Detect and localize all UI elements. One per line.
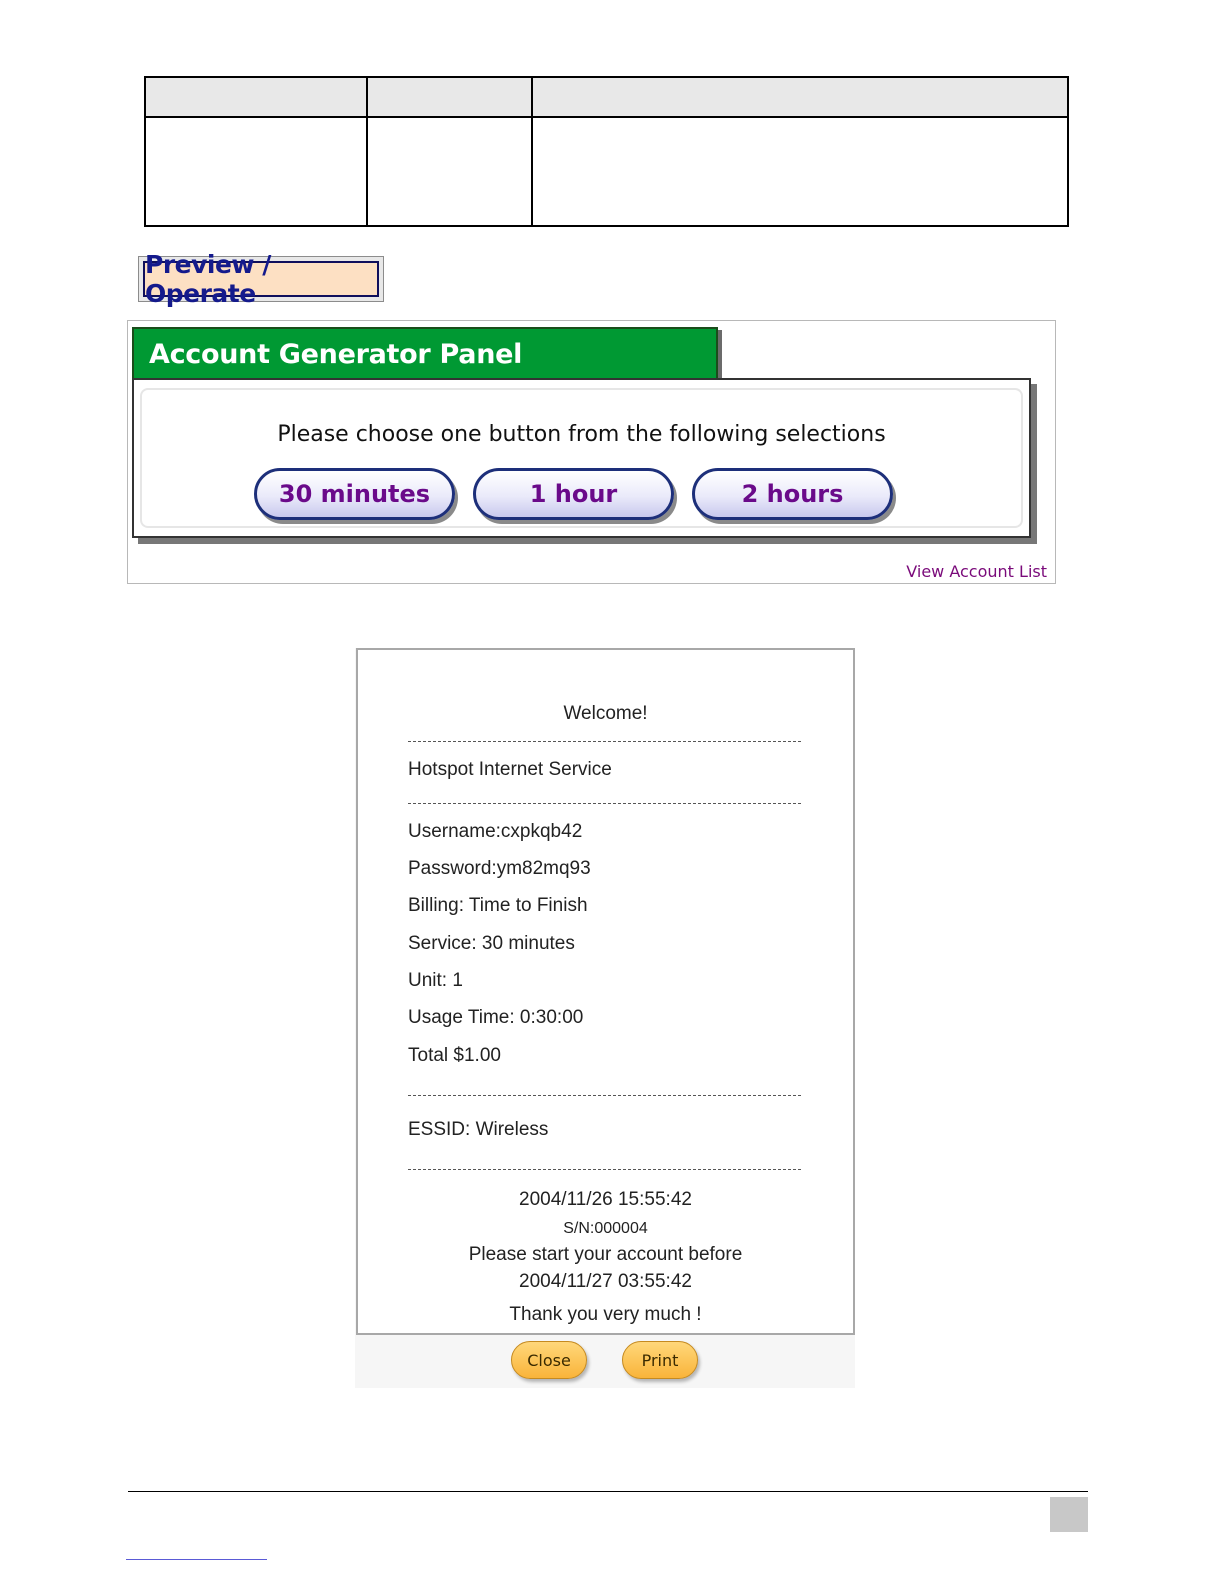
account-generator-panel [127, 320, 1056, 584]
2-hours-button[interactable]: 2 hours [692, 468, 893, 520]
close-button[interactable]: Close [511, 1341, 587, 1379]
receipt-password: Password:ym82mq93 [408, 858, 591, 879]
preview-operate-frame [138, 250, 384, 308]
receipt-datetime: 2004/11/26 15:55:42 [519, 1189, 692, 1210]
print-button[interactable]: Print [622, 1341, 698, 1379]
1-hour-button[interactable]: 1 hour [473, 468, 674, 520]
panel-title-tab [132, 327, 718, 379]
footer-rule [128, 1491, 1088, 1492]
receipt-separator [408, 803, 801, 804]
receipt-billing: Billing: Time to Finish [408, 895, 588, 916]
receipt-serial: S/N:000004 [563, 1220, 648, 1237]
30-minutes-button[interactable]: 30 minutes [254, 468, 455, 520]
receipt-welcome: Welcome! [563, 703, 648, 724]
receipt-separator [408, 1169, 801, 1170]
receipt-service-name: Hotspot Internet Service [408, 759, 612, 780]
receipt-unit: Unit: 1 [408, 970, 463, 991]
preview-operate-button[interactable]: Preview / Operate [143, 261, 379, 297]
view-account-list-link[interactable]: View Account List [906, 562, 1047, 581]
table-column-divider [531, 78, 533, 225]
receipt-deadline: 2004/11/27 03:55:42 [519, 1271, 692, 1292]
receipt-separator [408, 741, 801, 742]
empty-table [144, 76, 1069, 227]
receipt-separator [408, 1095, 801, 1096]
receipt-usage-time: Usage Time: 0:30:00 [408, 1007, 584, 1028]
footer-link-underline [126, 1559, 267, 1560]
receipt-start-notice: Please start your account before [468, 1244, 743, 1265]
receipt-card [356, 648, 855, 1335]
receipt-total: Total $1.00 [408, 1045, 501, 1066]
receipt-essid: ESSID: Wireless [408, 1119, 549, 1140]
panel-inner [140, 388, 1023, 528]
receipt-thanks: Thank you very much ! [509, 1304, 702, 1325]
receipt-username: Username:cxpkqb42 [408, 821, 583, 842]
page-number-box [1050, 1497, 1088, 1532]
table-column-divider [366, 78, 368, 225]
receipt-service: Service: 30 minutes [408, 933, 575, 954]
panel-title: Account Generator Panel [149, 339, 523, 370]
panel-body [132, 378, 1031, 538]
panel-instruction: Please choose one button from the following selections [277, 422, 886, 447]
table-header-row [146, 78, 1067, 118]
